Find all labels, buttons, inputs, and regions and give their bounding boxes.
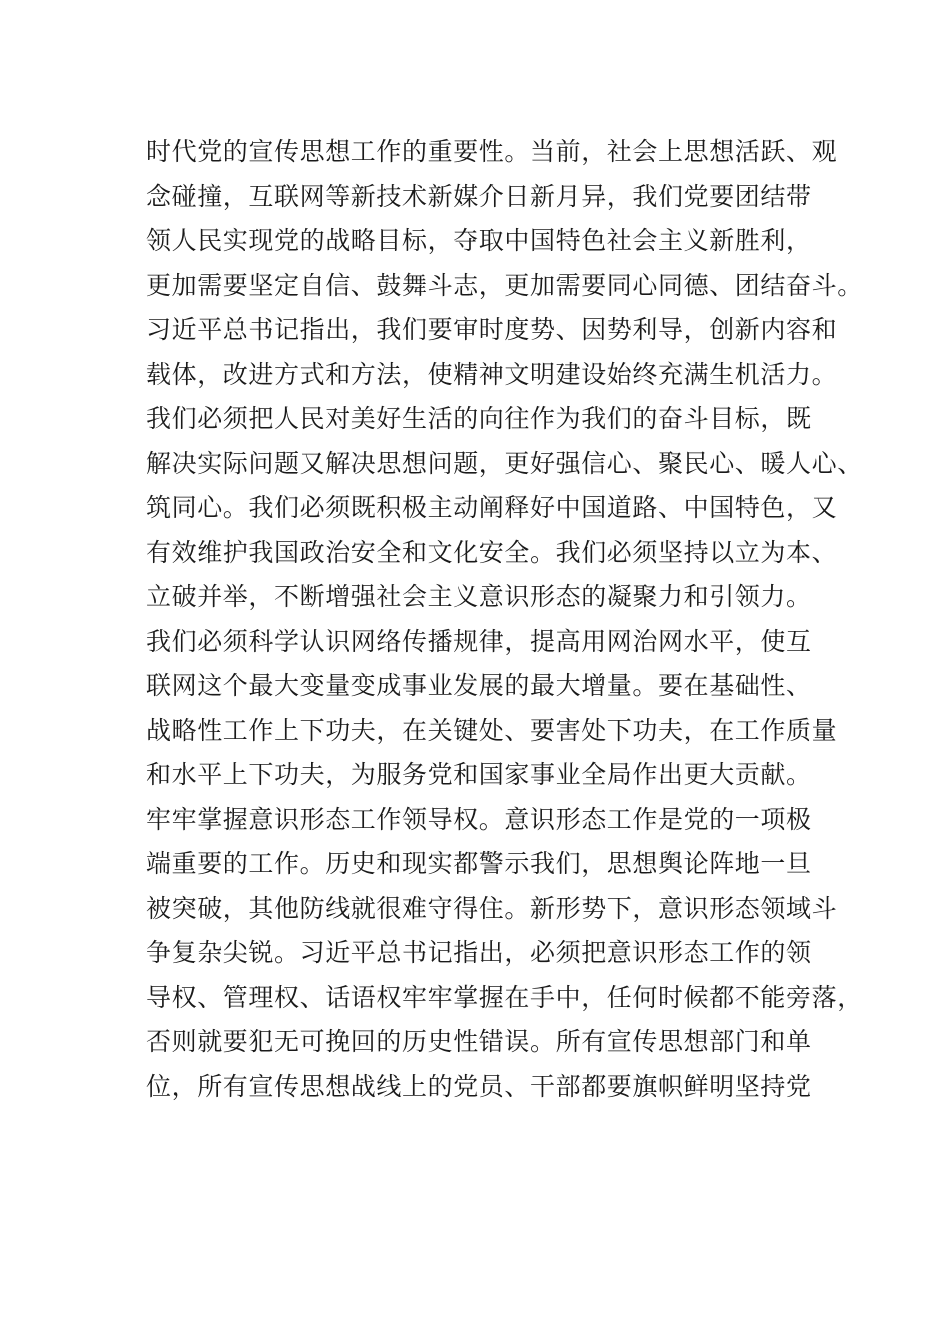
text-line: 位，所有宣传思想战线上的党员、干部都要旗帜鲜明坚持党	[146, 1071, 812, 1101]
text-line: 联网这个最大变量变成事业发展的最大增量。要在基础性、	[146, 671, 812, 700]
text-line: 有效维护我国政治安全和文化安全。我们必须坚持以立为本、	[146, 537, 838, 567]
text-line: 筑同心。我们必须既积极主动阐释好中国道路、中国特色，又	[146, 493, 838, 522]
text-line: 争复杂尖锐。习近平总书记指出，必须把意识形态工作的领	[146, 938, 812, 967]
text-line: 习近平总书记指出，我们要审时度势、因势利导，创新内容和	[146, 315, 838, 344]
text-line: 我们必须把人民对美好生活的向往作为我们的奋斗目标，既	[146, 404, 812, 433]
text-line: 战略性工作上下功夫，在关键处、要害处下功夫，在工作质量	[146, 715, 838, 745]
text-line: 被突破，其他防线就很难守得住。新形势下，意识形态领域斗	[146, 893, 838, 923]
text-line: 立破并举，不断增强社会主义意识形态的凝聚力和引领力。	[146, 582, 812, 611]
text-line: 载体，改进方式和方法，使精神文明建设始终充满生机活力。	[146, 359, 838, 389]
text-line: 念碰撞，互联网等新技术新媒介日新月异，我们党要团结带	[146, 181, 812, 211]
body-text	[146, 130, 863, 1109]
text-line: 导权、管理权、话语权牢牢掌握在手中，任何时候都不能旁落，	[146, 982, 863, 1012]
text-line: 时代党的宣传思想工作的重要性。当前，社会上思想活跃、观	[146, 137, 838, 166]
text-line: 和水平上下功夫，为服务党和国家事业全局作出更大贡献。	[146, 760, 812, 789]
text-line: 我们必须科学认识网络传播规律，提高用网治网水平，使互	[146, 626, 812, 656]
text-line: 解决实际问题又解决思想问题，更好强信心、聚民心、暖人心、	[146, 448, 863, 478]
text-line: 端重要的工作。历史和现实都警示我们，思想舆论阵地一旦	[146, 849, 812, 878]
text-line: 领人民实现党的战略目标，夺取中国特色社会主义新胜利，	[146, 226, 812, 255]
text-line: 更加需要坚定自信、鼓舞斗志，更加需要同心同德、团结奋斗。	[146, 270, 863, 300]
text-line: 牢牢掌握意识形态工作领导权。意识形态工作是党的一项极	[146, 804, 812, 834]
text-line: 否则就要犯无可挽回的历史性错误。所有宣传思想部门和单	[146, 1027, 812, 1056]
